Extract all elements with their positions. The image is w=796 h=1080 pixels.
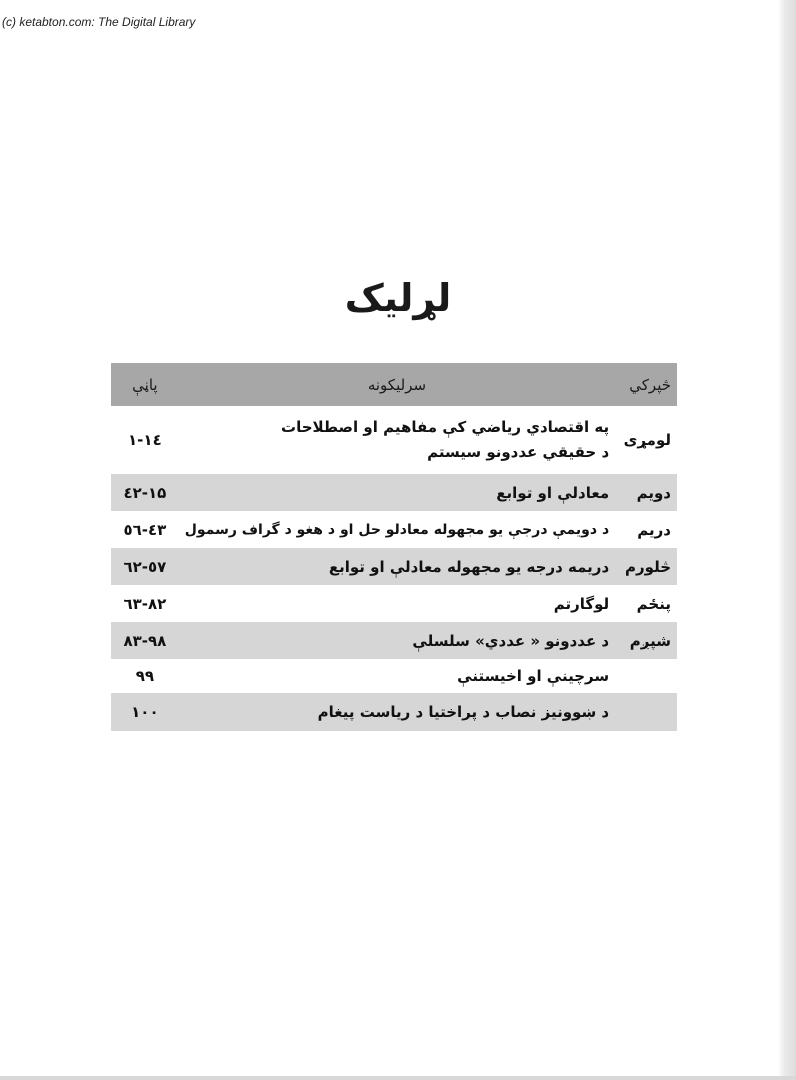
row-pages: ۱۰۰: [111, 693, 179, 731]
row-title: سرچينې او اخيستنې: [457, 667, 610, 685]
row-pages: ٦۳-۸۲: [123, 594, 167, 613]
row-chapter: لومړی: [623, 431, 671, 449]
row-title: لوگارتم: [553, 594, 610, 613]
row-pages: ۹۹: [135, 667, 155, 685]
row-pages: ٥٧-٦۲: [111, 548, 179, 585]
row-pages: ٤۳-٥٦: [123, 520, 167, 539]
table-row: [111, 659, 677, 693]
row-chapter: پنځم: [636, 594, 671, 613]
row-title: [179, 406, 615, 474]
page-bottom-edge: [0, 1076, 796, 1080]
table-row: [111, 474, 677, 511]
row-title: د ښوونيز نصاب د پراختيا د رياست پيغام: [179, 693, 615, 731]
table-header-row: [111, 363, 677, 406]
table-row: [111, 548, 677, 585]
row-title: د دويمې درجې يو مجهوله معادلو حل او د هغو د گراف رسمول: [184, 521, 610, 538]
row-title: معادلې او توابع: [179, 474, 615, 511]
row-chapter: [615, 659, 677, 693]
row-pages: ۱-۱٤: [128, 431, 162, 449]
row-chapter: دویم: [615, 474, 677, 511]
row-title-line: په اقتصادي رياضي کې مفاهيم او اصطلاحات: [281, 418, 610, 436]
table-row: [111, 622, 677, 659]
page-title: لړلیک: [344, 276, 452, 320]
row-chapter: څلورم: [615, 548, 677, 585]
header-title: سرلیکونه: [179, 363, 615, 406]
table-of-contents: [111, 363, 677, 731]
row-pages: ۱۵-٤۲: [111, 474, 179, 511]
row-chapter: [615, 693, 677, 731]
page-edge-shadow: [778, 0, 796, 1080]
row-chapter: دریم: [637, 520, 671, 539]
row-title: دريمه درجه يو مجهوله معادلې او توابع: [179, 548, 615, 585]
table-row: [111, 585, 677, 622]
row-title-line: د حقيقي عددونو سيستم: [427, 443, 610, 461]
table-row: [111, 406, 677, 474]
header-chapter: څپرکي: [615, 363, 677, 406]
table-row: [111, 693, 677, 731]
row-chapter: شپږم: [615, 622, 677, 659]
table-row: [111, 511, 677, 548]
row-pages: ۸۳-۹۸: [111, 622, 179, 659]
watermark-text: (c) ketabton.com: The Digital Library: [2, 15, 196, 29]
row-title: د عددونو « عددي» سلسلې: [179, 622, 615, 659]
header-pages: پاڼې: [111, 363, 179, 406]
